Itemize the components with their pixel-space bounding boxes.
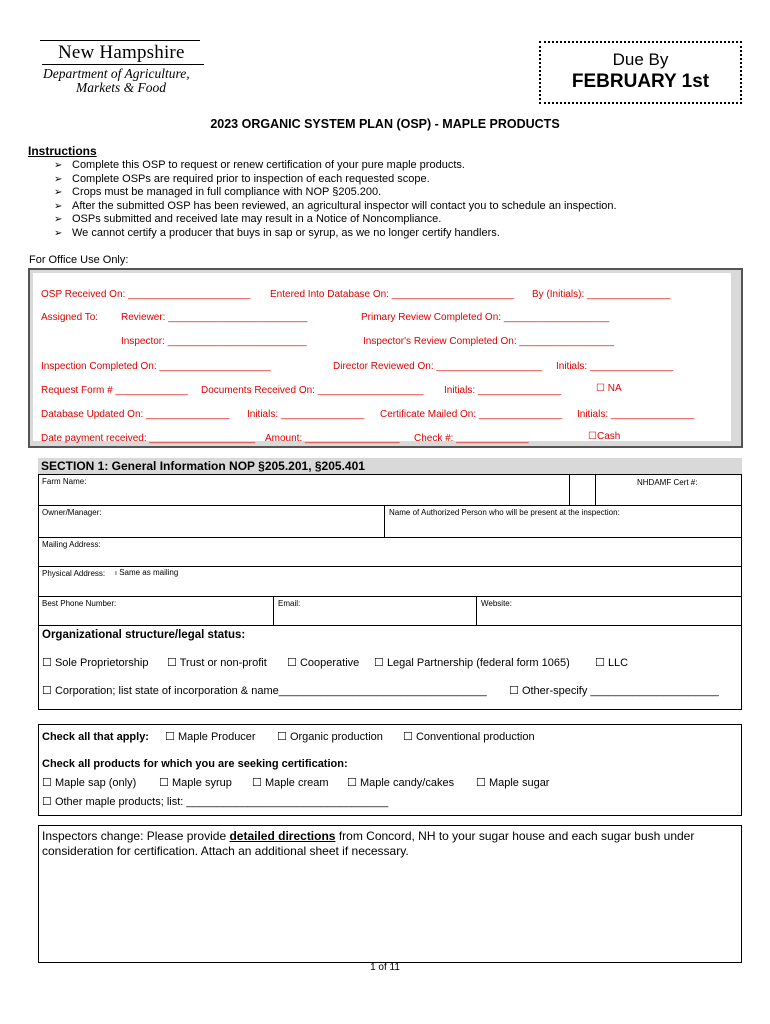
logo-line-3: Markets & Food <box>76 80 166 95</box>
checkbox-icon: ☐ <box>588 431 597 442</box>
cash-checkbox[interactable]: ☐Cash <box>588 431 621 442</box>
apply-box <box>38 724 742 816</box>
organic-production-checkbox[interactable]: ☐ Organic production <box>277 731 383 743</box>
org-structure-box <box>38 625 742 710</box>
initials-field[interactable]: Initials: _______________ <box>247 409 365 420</box>
physical-row <box>38 566 742 597</box>
mailing-row <box>38 537 742 567</box>
primary-review-field[interactable]: Primary Review Completed On: ___________________ <box>361 312 610 323</box>
maple-sugar-checkbox[interactable]: ☐ Maple sugar <box>476 777 550 789</box>
corporation-checkbox[interactable]: ☐ Corporation; list state of incorporation & name__________________________________ <box>42 685 487 697</box>
due-date: FEBRUARY 1st <box>571 71 710 92</box>
instruction-item: ➢ OSPs submitted and received late may result in a Notice of Noncompliance. <box>54 213 442 226</box>
same-as-mailing-checkbox[interactable]: ı Same as mailing <box>115 568 179 577</box>
directions-emphasis: detailed directions <box>229 829 336 843</box>
arrow-bullet-icon: ➢ <box>54 173 63 185</box>
request-form-field[interactable]: Request Form # _____________ <box>41 385 188 396</box>
contact-row <box>38 596 742 626</box>
maple-producer-checkbox[interactable]: ☐ Maple Producer <box>165 731 256 743</box>
owner-manager-label: Owner/Manager: <box>42 508 102 517</box>
checkbox-icon: ☐ <box>42 777 52 789</box>
maple-candy-checkbox[interactable]: ☐ Maple candy/cakes <box>347 777 455 789</box>
instruction-item: ➢ Crops must be managed in full compliance with NOP §205.200. <box>54 186 382 199</box>
conventional-production-checkbox[interactable]: ☐ Conventional production <box>403 731 535 743</box>
owner-row <box>38 505 742 538</box>
email-label: Email: <box>278 599 301 608</box>
maple-cream-checkbox[interactable]: ☐ Maple cream <box>252 777 329 789</box>
instruction-item: ➢ After the submitted OSP has been reviewed, an agricultural inspector will contact you to schedule an inspection. <box>54 199 617 212</box>
checkbox-icon: ☐ <box>287 657 297 669</box>
authorized-person-label: Name of Authorized Person who will be present at the inspection: <box>389 508 620 517</box>
sole-proprietorship-checkbox[interactable]: ☐ Sole Proprietorship <box>42 657 149 669</box>
instruction-item: ➢ Complete OSPs are required prior to inspection of each requested scope. <box>54 172 430 185</box>
checkbox-icon: ☐ <box>476 777 486 789</box>
arrow-bullet-icon: ➢ <box>54 200 63 212</box>
documents-received-field[interactable]: Documents Received On: ___________________ <box>201 385 424 396</box>
checkbox-icon: ☐ <box>347 777 357 789</box>
office-use-inner <box>33 273 731 444</box>
maple-syrup-checkbox[interactable]: ☐ Maple syrup <box>159 777 232 789</box>
director-reviewed-field[interactable]: Director Reviewed On: ___________________ <box>333 361 543 372</box>
na-checkbox[interactable]: ☐ NA <box>596 383 622 394</box>
trust-nonprofit-checkbox[interactable]: ☐ Trust or non-profit <box>167 657 267 669</box>
checkbox-icon: ☐ <box>596 383 605 394</box>
instruction-item: ➢ Complete this OSP to request or renew certification of your pure maple products. <box>54 159 465 171</box>
checkbox-icon: ☐ <box>595 657 605 669</box>
checkbox-icon: ☐ <box>374 657 384 669</box>
cooperative-checkbox[interactable]: ☐ Cooperative <box>287 657 360 669</box>
database-updated-field[interactable]: Database Updated On: _______________ <box>41 409 230 420</box>
arrow-bullet-icon: ➢ <box>54 214 63 226</box>
farm-name-row <box>38 474 742 506</box>
directions-box[interactable] <box>38 825 742 963</box>
other-specify-checkbox[interactable]: ☐ Other-specify _____________________ <box>509 685 719 697</box>
physical-address-label: Physical Address: <box>42 569 106 578</box>
amount-field[interactable]: Amount: _________________ <box>265 433 400 444</box>
instruction-item: ➢ We cannot certify a producer that buys in sap or syrup, as we no longer certify handlers. <box>54 226 500 239</box>
initials-field[interactable]: Initials: _______________ <box>556 361 674 372</box>
due-date-box <box>539 41 742 104</box>
checkbox-icon: ☐ <box>403 731 413 743</box>
initials-field[interactable]: Initials: _______________ <box>444 385 562 396</box>
divider <box>476 597 477 625</box>
divider <box>384 506 385 537</box>
office-use-box <box>28 268 743 448</box>
divider <box>569 475 570 505</box>
arrow-bullet-icon: ➢ <box>54 187 63 199</box>
page-number: 1 of 11 <box>370 962 400 973</box>
checkbox-icon: ☐ <box>42 685 52 697</box>
directions-text: Inspectors change: Please provide <box>42 829 230 843</box>
checkbox-icon: ☐ <box>159 777 169 789</box>
logo-rule <box>42 64 204 65</box>
certificate-mailed-field[interactable]: Certificate Mailed On: _______________ <box>380 409 563 420</box>
osp-received-field[interactable]: OSP Received On: ______________________ <box>41 289 251 300</box>
logo-line-2: Department of Agriculture, <box>43 66 190 81</box>
legal-partnership-checkbox[interactable]: ☐ Legal Partnership (federal form 1065) <box>374 657 570 669</box>
inspection-completed-field[interactable]: Inspection Completed On: ____________________ <box>41 361 271 372</box>
checkbox-icon: ı <box>115 570 117 577</box>
checkbox-icon: ☐ <box>42 657 52 669</box>
nhdamf-cert-label: NHDAMF Cert #: <box>637 478 698 487</box>
check-all-heading: Check all that apply: <box>42 731 149 743</box>
check-number-field[interactable]: Check #: _____________ <box>414 433 529 444</box>
inspector-review-field[interactable]: Inspector's Review Completed On: _________________ <box>363 336 614 347</box>
checkbox-icon: ☐ <box>42 796 52 808</box>
divider <box>273 597 274 625</box>
checkbox-icon: ☐ <box>167 657 177 669</box>
assigned-to-label: Assigned To: <box>41 312 99 323</box>
logo-rule <box>40 40 200 41</box>
website-label: Website: <box>481 599 512 608</box>
mailing-address-label: Mailing Address: <box>42 540 101 549</box>
office-use-heading: For Office Use Only: <box>29 254 129 266</box>
due-label: Due By <box>612 50 669 69</box>
checkbox-icon: ☐ <box>509 685 519 697</box>
logo-line-1: New Hampshire <box>58 42 185 63</box>
reviewer-field[interactable]: Reviewer: _________________________ <box>121 312 308 323</box>
page-title: 2023 ORGANIC SYSTEM PLAN (OSP) - MAPLE PRODUCTS <box>210 117 560 131</box>
instructions-list <box>54 159 617 241</box>
checkbox-icon: ☐ <box>277 731 287 743</box>
llc-checkbox[interactable]: ☐ LLC <box>595 657 629 669</box>
inspector-field[interactable]: Inspector: _________________________ <box>121 336 307 347</box>
by-initials-field[interactable]: By (Initials): _______________ <box>532 289 671 300</box>
phone-label: Best Phone Number: <box>42 599 117 608</box>
checkbox-icon: ☐ <box>165 731 175 743</box>
nh-dept-agriculture-logo <box>40 40 205 95</box>
farm-name-label: Farm Name: <box>42 477 87 486</box>
divider <box>595 475 596 505</box>
section-1-heading: SECTION 1: General Information NOP §205.201, §205.401 <box>38 458 742 474</box>
checkbox-icon: ☐ <box>252 777 262 789</box>
org-structure-heading: Organizational structure/legal status: <box>42 629 246 641</box>
initials-field[interactable]: Initials: _______________ <box>577 409 695 420</box>
maple-sap-checkbox[interactable]: ☐ Maple sap (only) <box>42 777 137 789</box>
date-payment-field[interactable]: Date payment received: ___________________ <box>41 433 256 444</box>
instructions-heading: Instructions <box>28 144 97 158</box>
other-maple-products-checkbox[interactable]: ☐ Other maple products; list: _________________________________ <box>42 796 389 808</box>
entered-database-field[interactable]: Entered Into Database On: ______________________ <box>270 289 515 300</box>
arrow-bullet-icon: ➢ <box>54 227 63 239</box>
directions-text: from Concord, NH to your sugar house and each sugar bush under consideration for certification. Attach an additional sheet if necessary. <box>42 829 695 858</box>
arrow-bullet-icon: ➢ <box>54 160 63 171</box>
products-heading: Check all products for which you are seeking certification: <box>42 758 348 770</box>
